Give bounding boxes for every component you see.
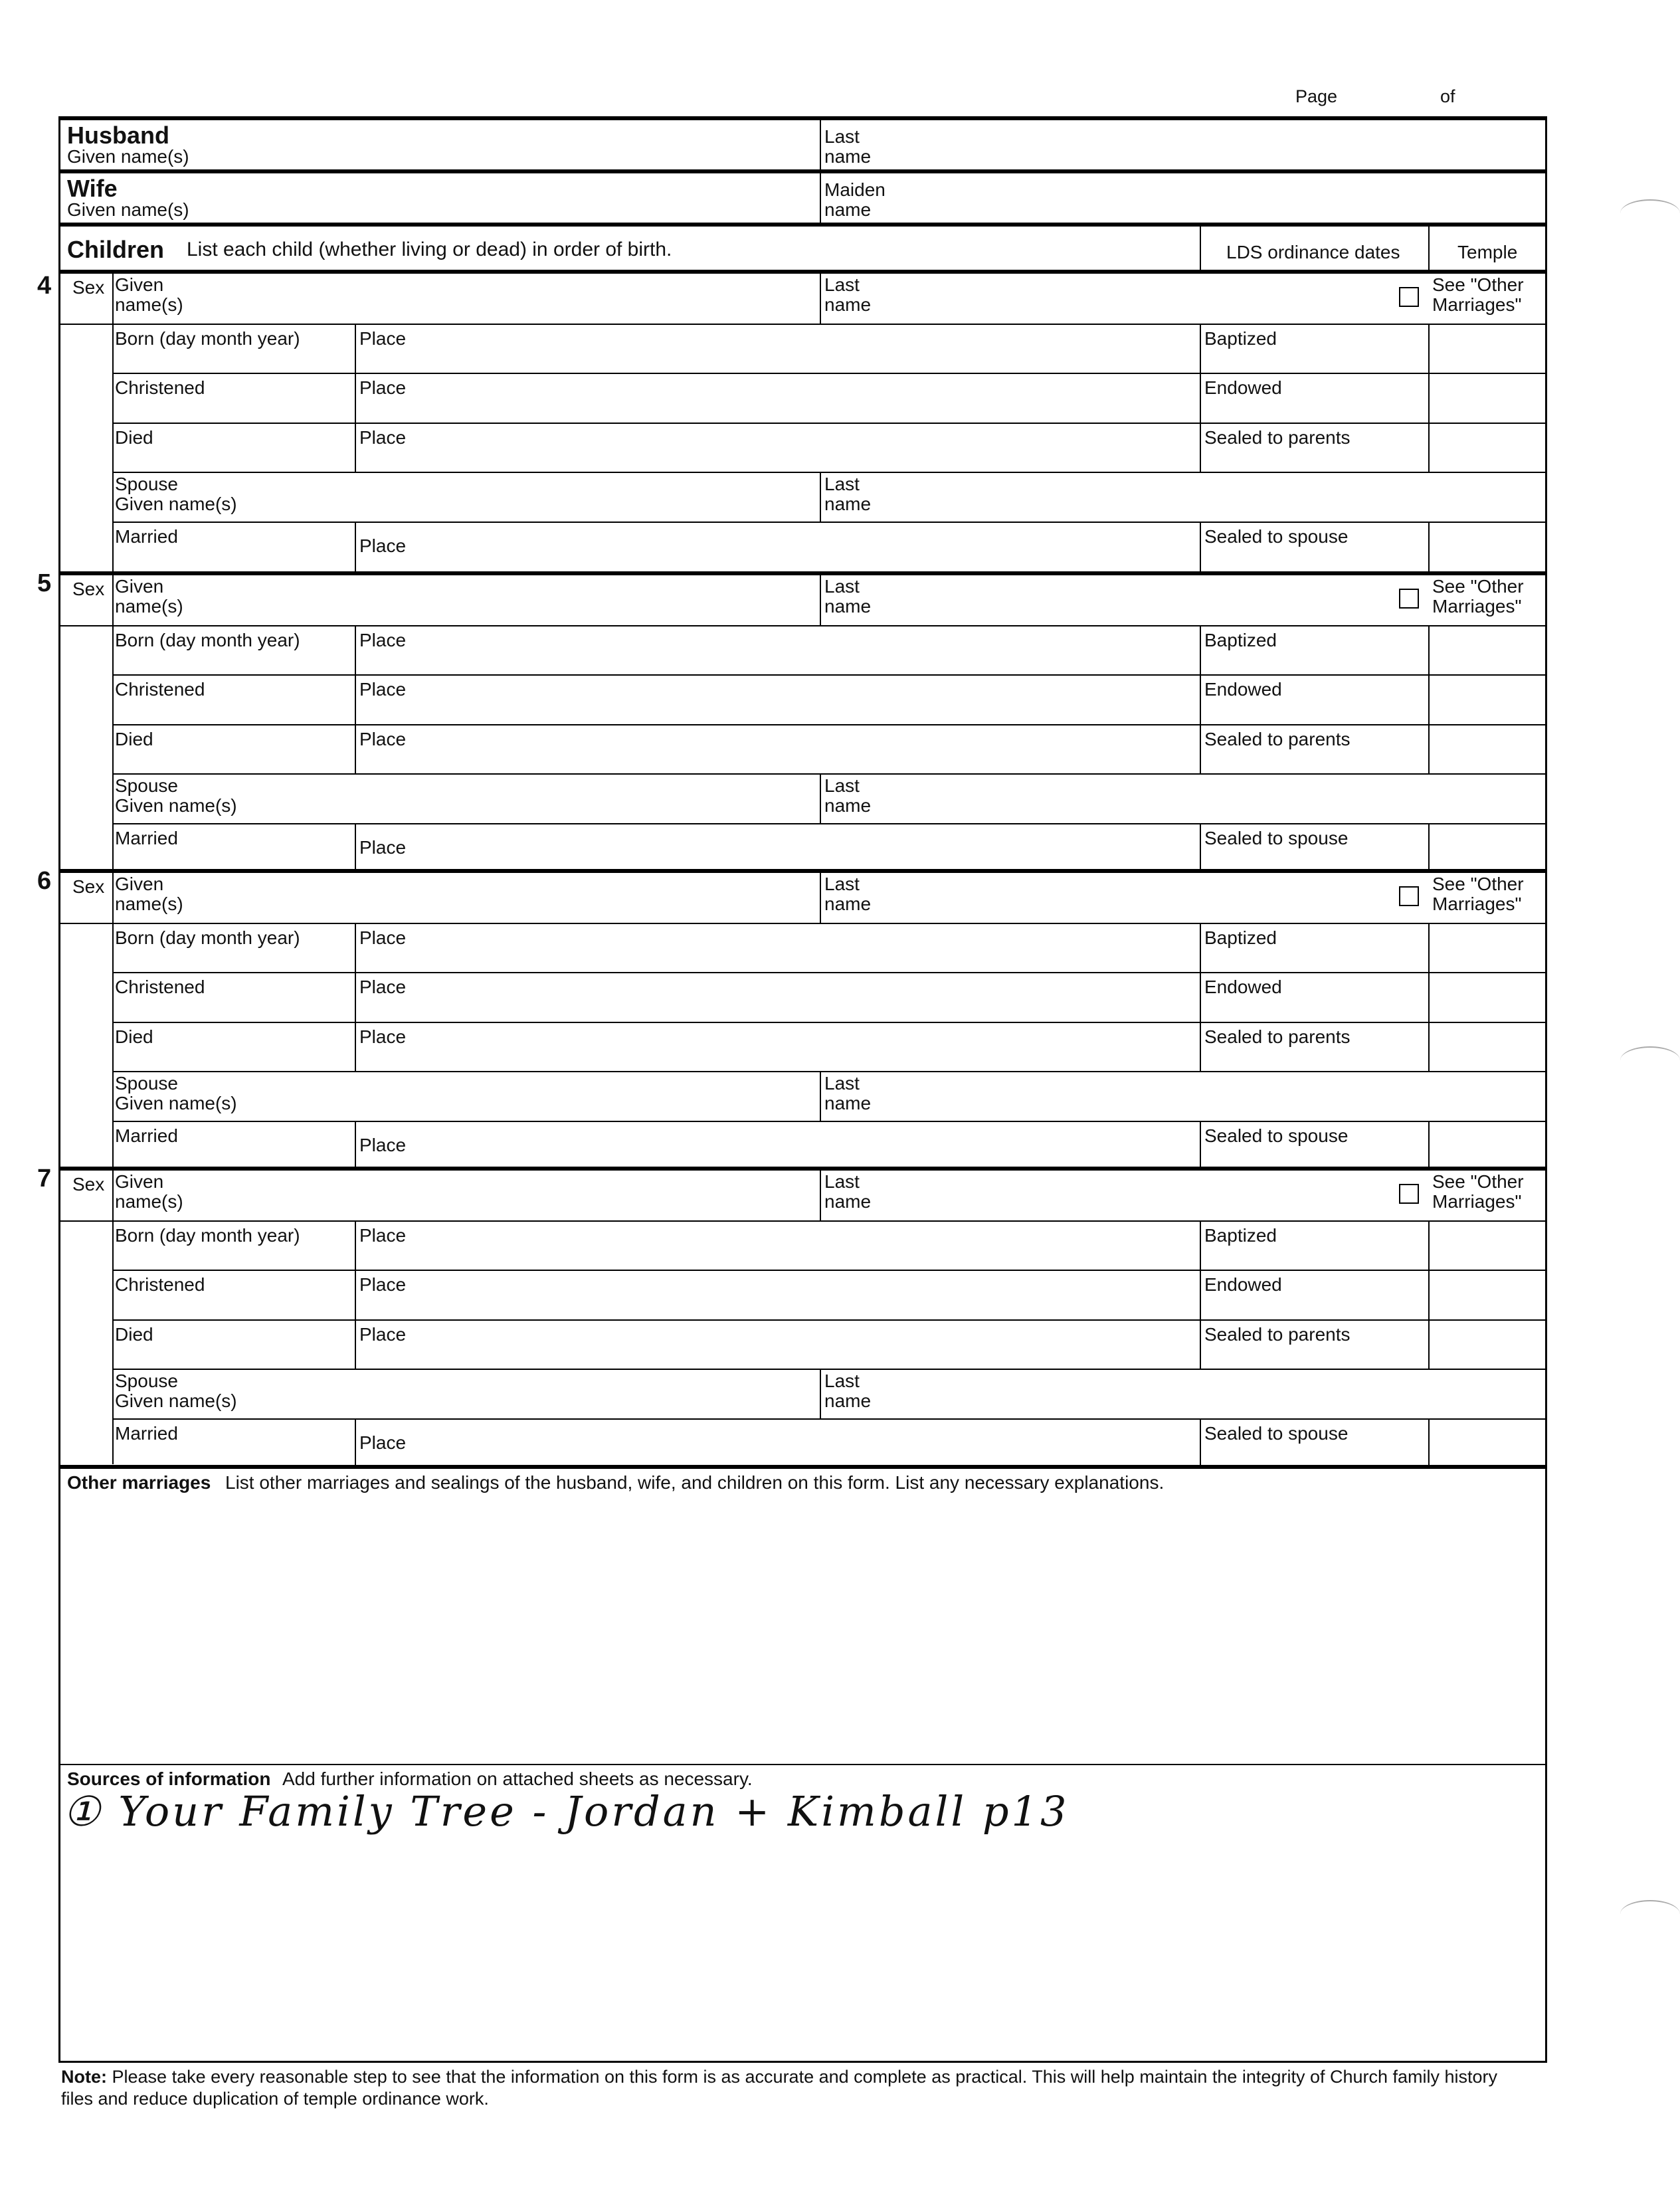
born-label: Born (day month year) [115, 630, 300, 650]
divider [820, 274, 821, 324]
note-section [61, 2066, 1523, 2110]
see-other-label-2: Marriages" [1432, 294, 1522, 315]
sealed-spouse-label: Sealed to spouse [1204, 1125, 1349, 1146]
christened-label: Christened [115, 1274, 205, 1295]
place-label: Place [359, 837, 407, 858]
child-row[interactable] [112, 575, 1545, 625]
see-other-label-2: Marriages" [1432, 1191, 1522, 1212]
children-title: Children [67, 236, 165, 263]
divider [1428, 1420, 1430, 1468]
divider [1428, 374, 1430, 423]
married-label: Married [115, 828, 178, 848]
place-label: Place [359, 1135, 407, 1155]
divider [355, 424, 356, 472]
child-number: 6 [37, 867, 52, 895]
place-label: Place [359, 729, 407, 749]
married-label: Married [115, 1423, 178, 1444]
divider [355, 1420, 356, 1468]
last-label: Last [824, 1371, 860, 1391]
place-label: Place [359, 1225, 407, 1246]
baptized-label: Baptized [1204, 630, 1277, 650]
page-label: Page [1295, 86, 1338, 106]
last-label-2: name [824, 294, 872, 315]
see-other-label: See "Other [1432, 1171, 1524, 1192]
divider [1200, 523, 1201, 571]
divider [1428, 973, 1430, 1022]
born-label: Born (day month year) [115, 927, 300, 948]
child-number: 7 [37, 1165, 52, 1193]
last-label: Last [824, 474, 860, 494]
sealed-parents-label: Sealed to parents [1204, 729, 1351, 749]
child-row[interactable] [112, 724, 1545, 774]
divider [1428, 676, 1430, 724]
see-other-label-2: Marriages" [1432, 596, 1522, 617]
sources-title: Sources of information [67, 1768, 271, 1789]
endowed-label: Endowed [1204, 1274, 1282, 1295]
child-row[interactable] [112, 873, 1545, 923]
divider [1428, 1122, 1430, 1171]
child-block [60, 1167, 1545, 1464]
divider [355, 325, 356, 373]
place-label: Place [359, 679, 407, 700]
divider [355, 725, 356, 774]
wife-row[interactable] [60, 169, 1545, 223]
sealed-spouse-label: Sealed to spouse [1204, 828, 1349, 848]
other-marriages-section[interactable] [60, 1465, 1545, 1764]
child-row[interactable] [112, 472, 1545, 522]
divider [1200, 1420, 1201, 1468]
sealed-parents-label: Sealed to parents [1204, 427, 1351, 448]
divider [820, 120, 821, 169]
child-row[interactable] [112, 1369, 1545, 1418]
husband-title: Husband [67, 122, 170, 149]
place-label: Place [359, 535, 407, 556]
other-marriages-checkbox[interactable] [1399, 1184, 1419, 1204]
divider [1200, 924, 1201, 973]
married-label: Married [115, 526, 178, 547]
divider [355, 676, 356, 724]
sex-label: Sex [72, 876, 105, 897]
divider [1428, 523, 1430, 571]
punch-hole-icon [1620, 1046, 1680, 1074]
child-row[interactable] [112, 423, 1545, 472]
other-marriages-text: List other marriages and sealings of the husband, wife, and children on this form. List any necessary explanations. [225, 1472, 1165, 1493]
divider [1200, 1222, 1201, 1270]
spouse-label: Spouse [115, 1073, 178, 1094]
child-row[interactable] [112, 1220, 1545, 1270]
christened-label: Christened [115, 377, 205, 398]
divider [820, 473, 821, 522]
given-label-2: name(s) [115, 1191, 183, 1212]
spouse-label: Spouse [115, 1371, 178, 1391]
husband-given-label: Given name(s) [67, 146, 189, 167]
lds-ordinance-label: LDS ordinance dates [1226, 242, 1400, 262]
spouse-label: Spouse [115, 775, 178, 796]
handwritten-source: ① Your Family Tree - Jordan + Kimball p13 [63, 1787, 1070, 1836]
divider [820, 1370, 821, 1418]
other-marriages-checkbox[interactable] [1399, 886, 1419, 906]
divider [355, 523, 356, 571]
died-label: Died [115, 729, 153, 749]
baptized-label: Baptized [1204, 1225, 1277, 1246]
divider [1428, 227, 1430, 270]
divider [1200, 676, 1201, 724]
divider [1200, 1271, 1201, 1319]
divider [1200, 626, 1201, 675]
see-other-label: See "Other [1432, 874, 1524, 894]
died-label: Died [115, 1026, 153, 1047]
divider [1200, 725, 1201, 774]
divider [1428, 824, 1430, 873]
husband-last-label: Last [824, 126, 860, 147]
child-row[interactable] [112, 773, 1545, 823]
of-label: of [1440, 86, 1455, 106]
note-title: Note: [61, 2067, 107, 2087]
last-label-2: name [824, 596, 872, 617]
last-label-2: name [824, 795, 872, 816]
last-label: Last [824, 775, 860, 796]
last-label: Last [824, 1073, 860, 1094]
other-marriages-checkbox[interactable] [1399, 287, 1419, 307]
divider [820, 775, 821, 823]
wife-given-label: Given name(s) [67, 199, 189, 220]
see-other-label: See "Other [1432, 576, 1524, 597]
sealed-parents-label: Sealed to parents [1204, 1026, 1351, 1047]
divider [355, 374, 356, 423]
child-block [60, 571, 1545, 869]
given-label-2: name(s) [115, 894, 183, 914]
sealed-spouse-label: Sealed to spouse [1204, 1423, 1349, 1444]
child-row[interactable] [112, 274, 1545, 324]
christened-label: Christened [115, 679, 205, 700]
note-text: Please take every reasonable step to see that the information on this form is as accurate and complete as practical. This will help maintain the integrity of Church family history files and reduce duplication of temple ordinance work. [61, 2067, 1498, 2109]
divider [1200, 325, 1201, 373]
last-label-2: name [824, 494, 872, 514]
divider [1200, 1321, 1201, 1369]
divider [1428, 325, 1430, 373]
born-label: Born (day month year) [115, 1225, 300, 1246]
children-header [60, 223, 1545, 274]
divider [355, 824, 356, 873]
divider [1428, 924, 1430, 973]
divider [60, 1220, 114, 1222]
last-label: Last [824, 576, 860, 597]
died-label: Died [115, 427, 153, 448]
husband-row[interactable] [60, 116, 1545, 169]
given-label: Given [115, 1171, 164, 1192]
child-row[interactable] [112, 1022, 1545, 1072]
punch-hole-icon [1620, 1900, 1680, 1928]
child-row[interactable] [112, 522, 1545, 571]
place-label: Place [359, 1274, 407, 1295]
child-row[interactable] [112, 324, 1545, 373]
child-row[interactable] [112, 674, 1545, 724]
family-group-form [37, 116, 1547, 2063]
divider [60, 324, 114, 325]
sex-label: Sex [72, 1174, 105, 1194]
child-number: 4 [37, 272, 52, 300]
baptized-label: Baptized [1204, 328, 1277, 349]
given-label-2: name(s) [115, 596, 183, 617]
divider [1200, 1122, 1201, 1171]
married-label: Married [115, 1125, 178, 1146]
sex-label: Sex [72, 277, 105, 298]
other-marriages-checkbox[interactable] [1399, 589, 1419, 609]
child-row[interactable] [112, 1270, 1545, 1319]
divider [1428, 1222, 1430, 1270]
divider [355, 1023, 356, 1072]
spouse-given-label: Given name(s) [115, 1390, 237, 1411]
place-label: Place [359, 427, 407, 448]
last-label-2: name [824, 1390, 872, 1411]
divider [1428, 1321, 1430, 1369]
wife-title: Wife [67, 175, 118, 202]
divider [355, 626, 356, 675]
temple-label: Temple [1457, 242, 1518, 262]
sex-label: Sex [72, 579, 105, 599]
divider [1200, 424, 1201, 472]
divider [60, 923, 114, 924]
given-label: Given [115, 274, 164, 295]
divider [1200, 227, 1201, 270]
place-label: Place [359, 927, 407, 948]
divider [1428, 1023, 1430, 1072]
divider [60, 625, 114, 626]
place-label: Place [359, 377, 407, 398]
husband-last-label-2: name [824, 146, 872, 167]
child-number: 5 [37, 569, 52, 597]
place-label: Place [359, 977, 407, 997]
spouse-given-label: Given name(s) [115, 795, 237, 816]
christened-label: Christened [115, 977, 205, 997]
wife-maiden-label-2: name [824, 199, 872, 220]
divider [1200, 973, 1201, 1022]
born-label: Born (day month year) [115, 328, 300, 349]
died-label: Died [115, 1324, 153, 1345]
last-label-2: name [824, 894, 872, 914]
divider [1200, 824, 1201, 873]
last-label-2: name [824, 1093, 872, 1113]
wife-maiden-label: Maiden [824, 179, 886, 200]
divider [1200, 374, 1201, 423]
child-row[interactable] [112, 1418, 1545, 1468]
spouse-given-label: Given name(s) [115, 1093, 237, 1113]
divider [1428, 424, 1430, 472]
given-label: Given [115, 874, 164, 894]
place-label: Place [359, 328, 407, 349]
child-block [60, 274, 1545, 571]
divider [820, 575, 821, 625]
last-label: Last [824, 874, 860, 894]
divider [820, 173, 821, 223]
child-row[interactable] [112, 1121, 1545, 1171]
child-row[interactable] [112, 1319, 1545, 1369]
child-block [60, 869, 1545, 1167]
endowed-label: Endowed [1204, 977, 1282, 997]
last-label: Last [824, 1171, 860, 1192]
divider [355, 973, 356, 1022]
spouse-given-label: Given name(s) [115, 494, 237, 514]
place-label: Place [359, 630, 407, 650]
divider [1428, 725, 1430, 774]
child-row[interactable] [112, 373, 1545, 423]
place-label: Place [359, 1432, 407, 1453]
see-other-label-2: Marriages" [1432, 894, 1522, 914]
divider [355, 924, 356, 973]
child-row[interactable] [112, 1071, 1545, 1121]
sealed-spouse-label: Sealed to spouse [1204, 526, 1349, 547]
child-row[interactable] [112, 1171, 1545, 1220]
endowed-label: Endowed [1204, 377, 1282, 398]
divider [1428, 626, 1430, 675]
last-label-2: name [824, 1191, 872, 1212]
sources-text: Add further information on attached sheets as necessary. [282, 1768, 753, 1789]
divider [355, 1271, 356, 1319]
divider [355, 1222, 356, 1270]
endowed-label: Endowed [1204, 679, 1282, 700]
baptized-label: Baptized [1204, 927, 1277, 948]
children-instructions: List each child (whether living or dead) in order of birth. [187, 239, 672, 260]
divider [820, 873, 821, 923]
divider [820, 1072, 821, 1121]
child-row[interactable] [112, 625, 1545, 675]
sealed-parents-label: Sealed to parents [1204, 1324, 1351, 1345]
child-row[interactable] [112, 823, 1545, 873]
child-row[interactable] [112, 923, 1545, 973]
divider [1428, 1271, 1430, 1319]
see-other-label: See "Other [1432, 274, 1524, 295]
place-label: Place [359, 1026, 407, 1047]
divider [820, 1171, 821, 1220]
spouse-label: Spouse [115, 474, 178, 494]
divider [355, 1321, 356, 1369]
place-label: Place [359, 1324, 407, 1345]
child-row[interactable] [112, 972, 1545, 1022]
given-label-2: name(s) [115, 294, 183, 315]
last-label: Last [824, 274, 860, 295]
other-marriages-title: Other marriages [67, 1472, 211, 1493]
given-label: Given [115, 576, 164, 597]
divider [355, 1122, 356, 1171]
divider [1200, 1023, 1201, 1072]
punch-hole-icon [1620, 199, 1680, 227]
